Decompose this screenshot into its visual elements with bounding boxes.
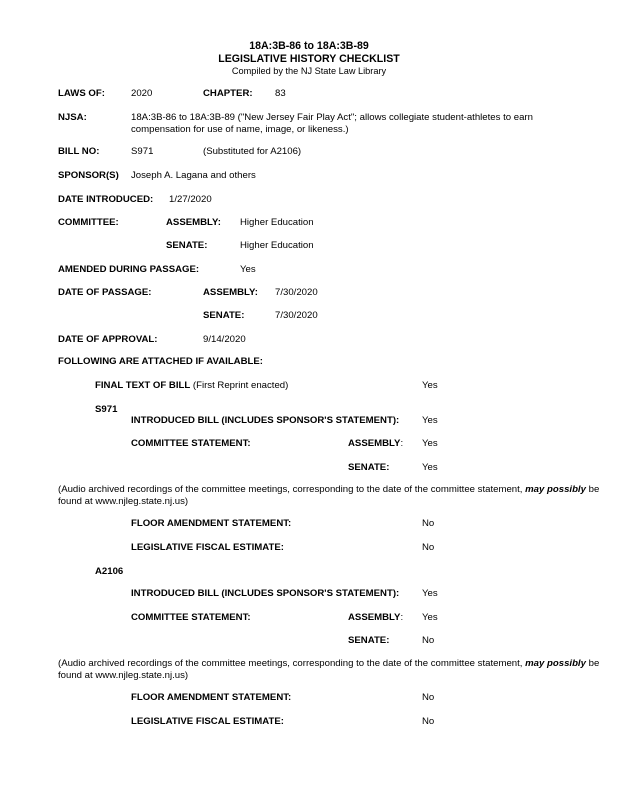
s971-introduced-label: INTRODUCED BILL (INCLUDES SPONSOR'S STATEMENT): (131, 415, 400, 426)
chapter-value: 83 (275, 88, 286, 99)
sponsors-label: SPONSOR(S) (58, 170, 119, 181)
audio-note-2-emphasis: may possibly (525, 658, 586, 669)
a2106-assembly-label-wrap (348, 612, 403, 624)
njsa-label: NJSA: (58, 112, 87, 123)
bill-no-value: S971 (131, 146, 154, 157)
date-of-approval-value: 9/14/2020 (203, 334, 246, 345)
amended-label: AMENDED DURING PASSAGE: (58, 264, 200, 275)
laws-of-label: LAWS OF: (58, 88, 105, 99)
a2106-introduced-value: Yes (422, 588, 438, 599)
a2106-senate-label: SENATE: (348, 635, 390, 646)
passage-senate-value: 7/30/2020 (275, 310, 318, 321)
s971-fiscal-value: No (422, 542, 435, 553)
committee-senate-value: Higher Education (240, 240, 314, 251)
date-of-approval-label: DATE OF APPROVAL: (58, 334, 158, 345)
final-text-label: FINAL TEXT OF BILL (95, 380, 191, 391)
audio-note-1-part1: (Audio archived recordings of the committee meetings, corresponding to the date of the committee statement, (58, 484, 526, 495)
doc-title-line2: LEGISLATIVE HISTORY CHECKLIST (218, 53, 400, 65)
audio-note-1 (58, 484, 603, 508)
s971-senate-label: SENATE: (348, 462, 390, 473)
a2106-assembly-value: Yes (422, 612, 438, 623)
audio-note-1-emphasis: may possibly (525, 484, 586, 495)
a2106-assembly-label: ASSEMBLY (348, 612, 401, 623)
s971-label: S971 (95, 404, 118, 415)
committee-label: COMMITTEE: (58, 217, 119, 228)
s971-introduced-value: Yes (422, 415, 438, 426)
s971-senate-value: Yes (422, 462, 438, 473)
attached-heading: FOLLOWING ARE ATTACHED IF AVAILABLE: (58, 356, 263, 367)
a2106-fiscal-value: No (422, 716, 435, 727)
s971-assembly-label: ASSEMBLY (348, 438, 401, 449)
laws-of-value: 2020 (131, 88, 153, 99)
amended-value: Yes (240, 264, 256, 275)
chapter-label: CHAPTER: (203, 88, 253, 99)
njsa-value: 18A:3B-86 to 18A:3B-89 ("New Jersey Fair Play Act"; allows collegiate student-athletes to earn compensation for use of name, image, or likeness.) (131, 112, 533, 135)
bill-substituted-note: (Substituted for A2106) (203, 146, 302, 157)
committee-assembly-label: ASSEMBLY: (166, 217, 221, 228)
final-text-value: Yes (422, 380, 438, 391)
date-introduced-label: DATE INTRODUCED: (58, 194, 154, 205)
audio-note-2-part2: be found at www.njleg.state.nj.us) (58, 658, 600, 681)
sponsors-value: Joseph A. Lagana and others (131, 170, 256, 181)
a2106-introduced-label: INTRODUCED BILL (INCLUDES SPONSOR'S STATEMENT): (131, 588, 400, 599)
s971-assembly-colon: : (400, 438, 404, 449)
s971-assembly-value: Yes (422, 438, 438, 449)
doc-title-line1: 18A:3B-86 to 18A:3B-89 (249, 40, 369, 52)
s971-committee-label: COMMITTEE STATEMENT: (131, 438, 251, 449)
compiled-by: Compiled by the NJ State Law Library (231, 66, 387, 76)
s971-fiscal-label: LEGISLATIVE FISCAL ESTIMATE: (131, 542, 284, 553)
date-introduced-value: 1/27/2020 (169, 194, 212, 205)
final-text-note: (First Reprint enacted) (192, 380, 289, 391)
s971-floor-label: FLOOR AMENDMENT STATEMENT: (131, 518, 292, 529)
a2106-floor-label: FLOOR AMENDMENT STATEMENT: (131, 692, 292, 703)
audio-note-2 (58, 658, 603, 682)
s971-assembly-label-wrap (348, 438, 403, 450)
date-of-passage-label: DATE OF PASSAGE: (58, 287, 152, 298)
passage-senate-label: SENATE: (203, 310, 245, 321)
s971-floor-value: No (422, 518, 435, 529)
audio-note-2-part1: (Audio archived recordings of the committee meetings, corresponding to the date of the committee statement, (58, 658, 526, 669)
passage-assembly-value: 7/30/2020 (275, 287, 318, 298)
a2106-senate-value: No (422, 635, 435, 646)
a2106-committee-label: COMMITTEE STATEMENT: (131, 612, 251, 623)
bill-no-label: BILL NO: (58, 146, 100, 157)
committee-senate-label: SENATE: (166, 240, 208, 251)
a2106-floor-value: No (422, 692, 435, 703)
a2106-assembly-colon: : (400, 612, 404, 623)
passage-assembly-label: ASSEMBLY: (203, 287, 258, 298)
final-text-row (95, 380, 288, 392)
committee-assembly-value: Higher Education (240, 217, 314, 228)
audio-note-1-part2: be found at www.njleg.state.nj.us) (58, 484, 600, 507)
a2106-fiscal-label: LEGISLATIVE FISCAL ESTIMATE: (131, 716, 284, 727)
a2106-label: A2106 (95, 566, 124, 577)
